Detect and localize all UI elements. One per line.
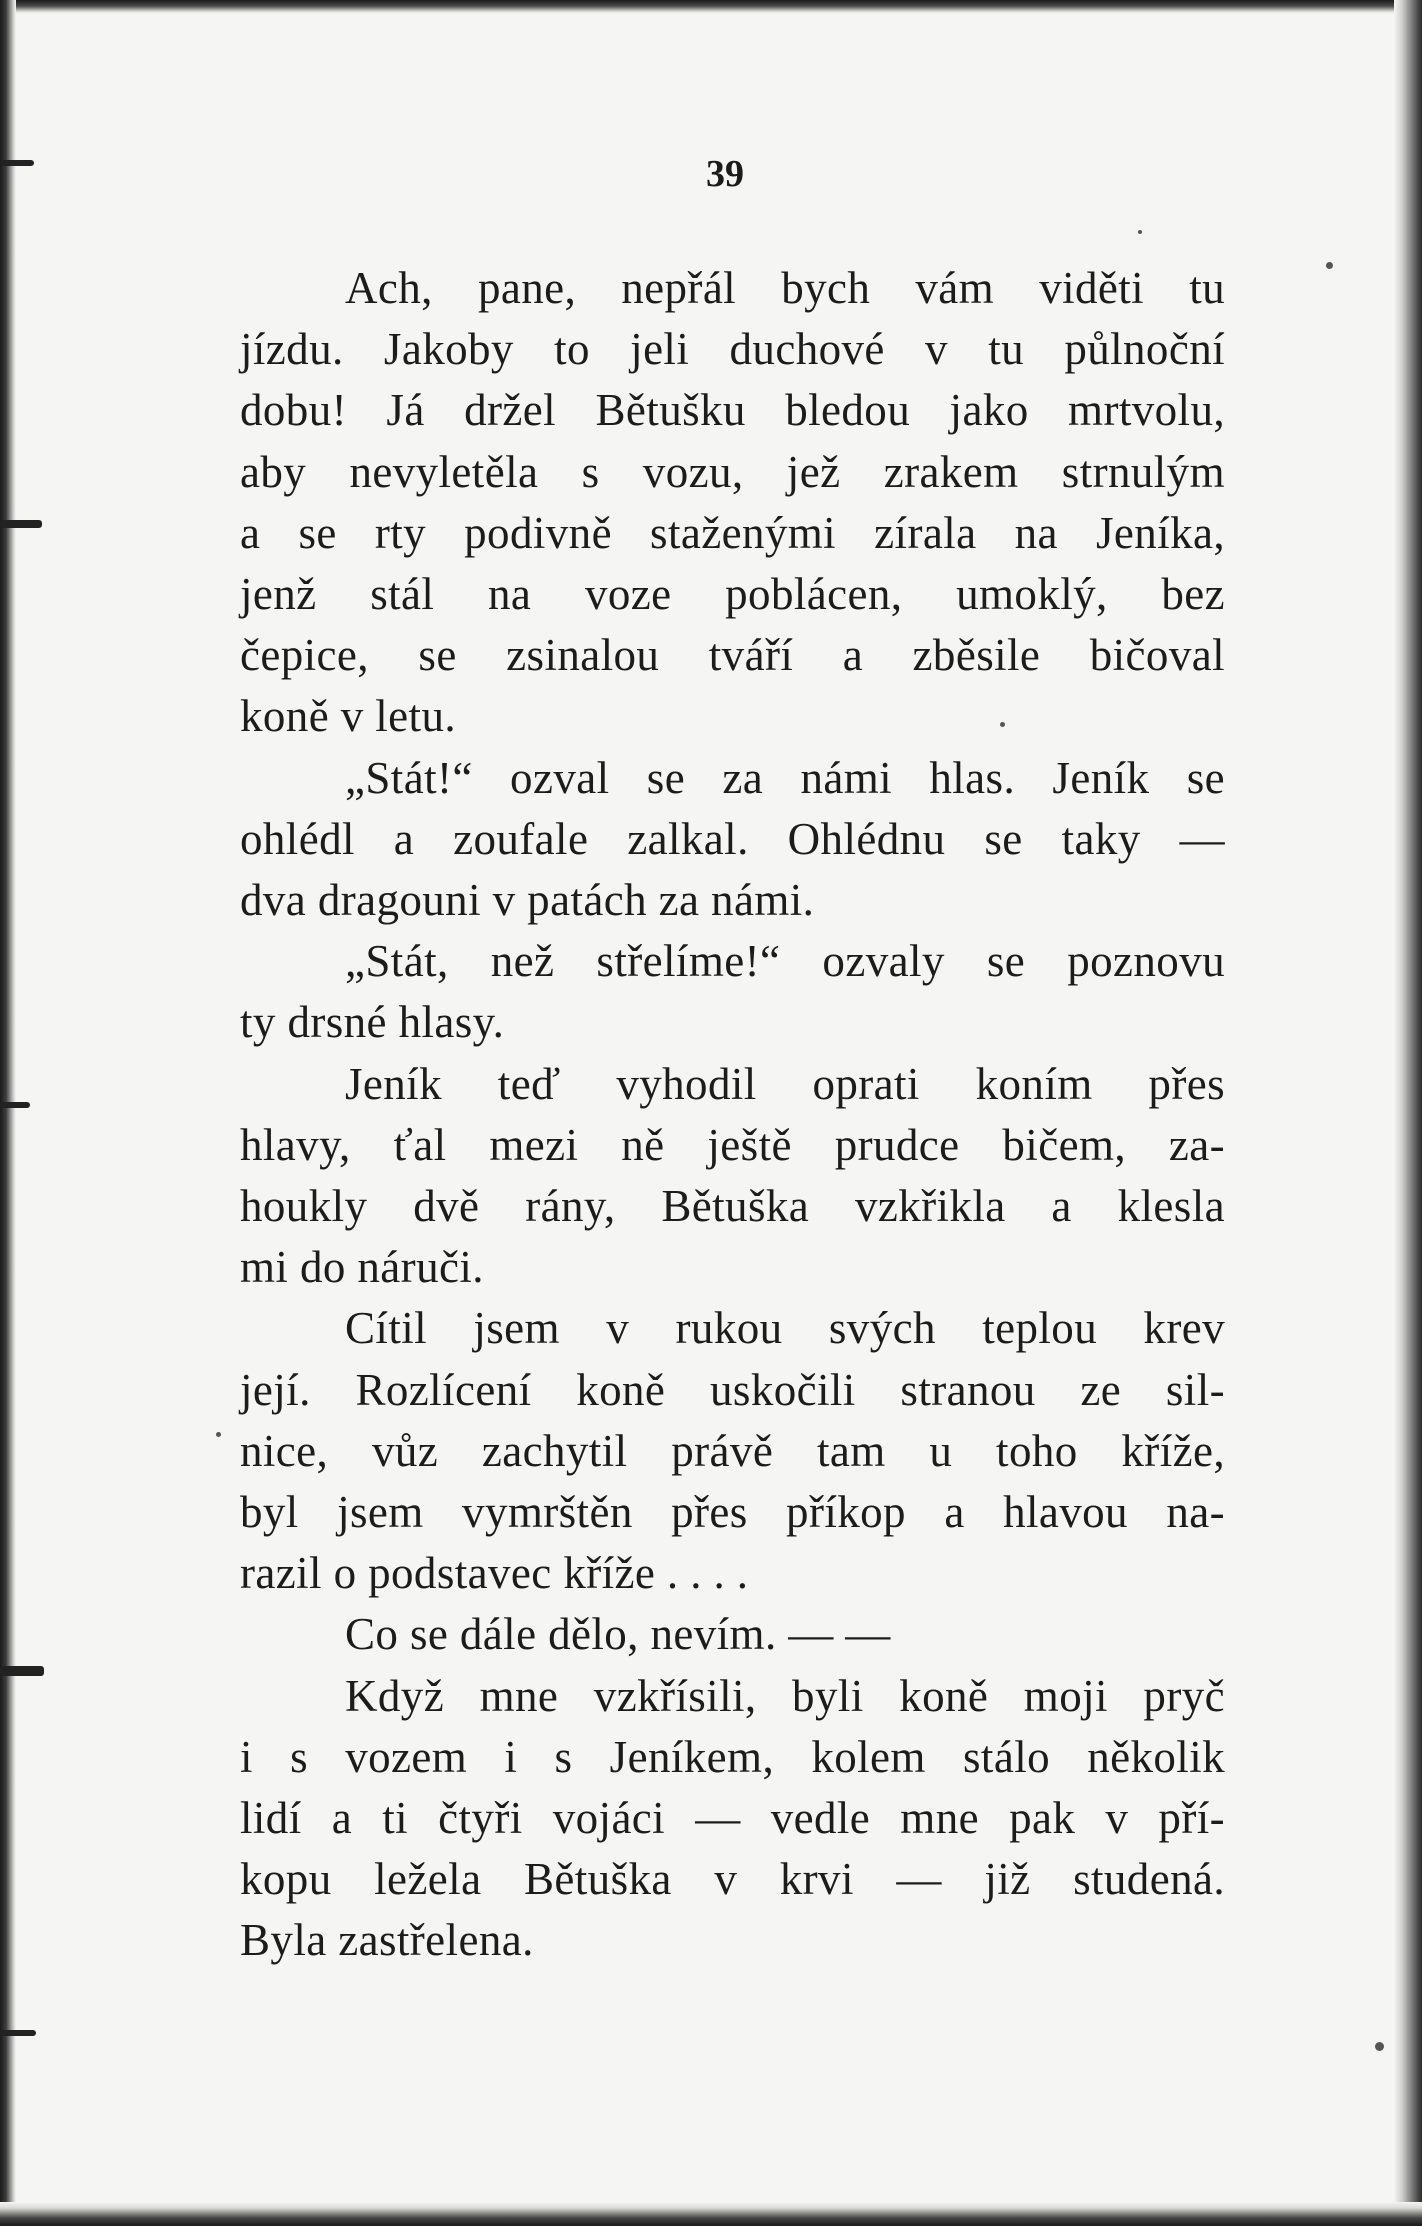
margin-mark: [0, 520, 42, 528]
text-line: houkly dvě rány, Bětuška vzkřikla a klesla: [240, 1181, 1225, 1232]
scan-speck: [1375, 2042, 1384, 2051]
text-line: Ach, pane, nepřál bych vám viděti tu: [345, 263, 1225, 313]
text-line: i s vozem i s Jeníkem, kolem stálo několik: [240, 1731, 1225, 1782]
text-line: Když mne vzkřísili, byli koně moji pryč: [345, 1670, 1225, 1721]
text-line: „Stát, než střelíme!“ ozvaly se poznovu: [345, 936, 1225, 987]
text-line: jízdu. Jakoby to jeli duchové v tu půlnoční: [240, 324, 1225, 375]
text-line: Jeník teď vyhodil oprati koním přes: [345, 1058, 1225, 1109]
margin-mark: [0, 2030, 36, 2036]
text-line: aby nevyletěla s vozu, jež zrakem strnulým: [240, 446, 1225, 497]
text-line: dva dragouni v patách za námi.: [240, 875, 815, 926]
text-line: jenž stál na voze poblácen, umoklý, bez: [240, 569, 1225, 620]
text-line: a se rty podivně staženými zírala na Jeníka,: [240, 507, 1225, 558]
text-line: „Stát!“ ozval se za námi hlas. Jeník se: [345, 752, 1225, 803]
text-line: nice, vůz zachytil právě tam u toho kříže,: [240, 1425, 1225, 1476]
text-line: kopu ležela Bětuška v krvi — již studená.: [240, 1854, 1225, 1905]
text-line: dobu! Já držel Bětušku bledou jako mrtvolu,: [240, 385, 1225, 436]
text-line: ohlédl a zoufale zalkal. Ohlédnu se taky —: [240, 813, 1225, 864]
scan-speck: [1138, 230, 1142, 234]
text-line: Co se dále dělo, nevím. — —: [345, 1609, 891, 1660]
text-line: lidí a ti čtyři vojáci — vedle mne pak v pří-: [240, 1793, 1225, 1844]
scan-speck: [216, 1432, 221, 1437]
text-line: razil o podstavec kříže . . . .: [240, 1548, 749, 1599]
text-line: koně v letu.: [240, 691, 457, 742]
page-number: 39: [706, 153, 744, 195]
text-line: ty drsné hlasy.: [240, 997, 505, 1048]
text-line: hlavy, ťal mezi ně ještě prudce bičem, za-: [240, 1119, 1225, 1170]
text-line: Byla zastřelena.: [240, 1915, 534, 1966]
text-line: mi do náruči.: [240, 1242, 484, 1293]
margin-mark: [0, 1666, 44, 1676]
scan-edge-bottom: [0, 2202, 1422, 2226]
scan-edge-top: [0, 0, 1422, 14]
text-line: její. Rozlícení koně uskočili stranou ze sil-: [240, 1364, 1225, 1415]
text-line: čepice, se zsinalou tváří a zběsile bičoval: [240, 630, 1225, 681]
text-line: byl jsem vymrštěn přes příkop a hlavou na-: [240, 1487, 1225, 1538]
scan-speck: [1326, 262, 1333, 269]
margin-mark: [0, 160, 34, 166]
body-text: [240, 258, 1225, 1972]
scan-edge-left: [0, 0, 16, 2226]
text-line: Cítil jsem v rukou svých teplou krev: [345, 1303, 1225, 1354]
margin-mark: [0, 1102, 30, 1108]
scan-edge-right: [1394, 0, 1422, 2226]
